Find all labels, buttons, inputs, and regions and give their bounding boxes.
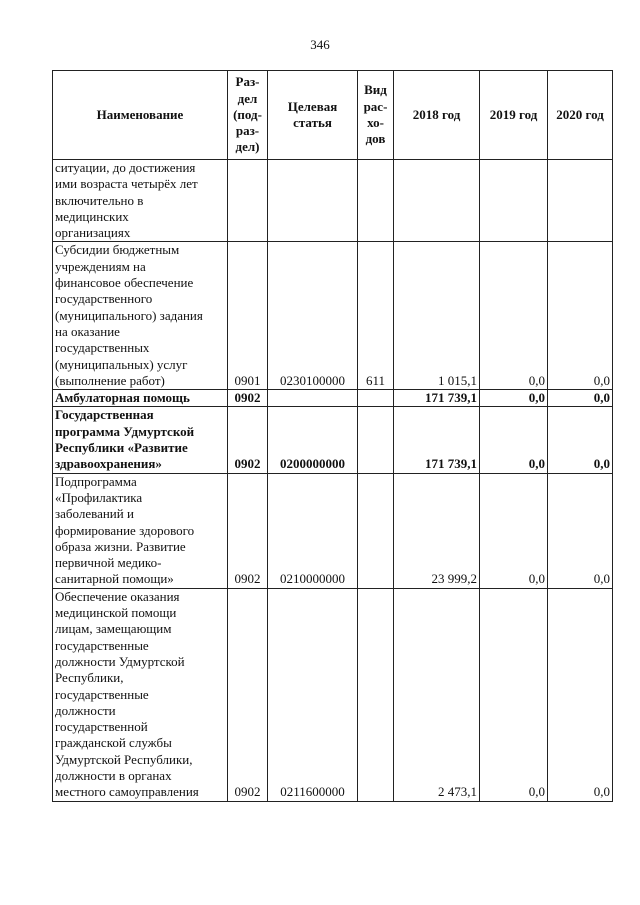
row-2019: [480, 160, 548, 242]
budget-table: [52, 70, 613, 802]
row-expense-type: [358, 588, 394, 801]
row-section: 0902: [228, 390, 268, 407]
page-number: 346: [310, 37, 330, 52]
row-target: 0211600000: [268, 588, 358, 801]
row-section: 0901: [228, 242, 268, 390]
header-name: Наименование: [53, 71, 228, 160]
row-2020: 0,0: [548, 242, 613, 390]
row-2020: 0,0: [548, 588, 613, 801]
row-2020: 0,0: [548, 390, 613, 407]
row-name: ситуации, до достижения ими возраста четырёх лет включительно в медицинских организациях: [53, 160, 228, 242]
row-2020: 0,0: [548, 473, 613, 588]
row-expense-type: [358, 390, 394, 407]
row-target: [268, 160, 358, 242]
table-row: [53, 390, 613, 407]
row-name: Обеспечение оказания медицинской помощи лицам, замещающим государственные должности Удмуртской Республики, государственные должности государственной гражданской службы Удмуртской Республики, должности в органах местного самоуправления: [53, 588, 228, 801]
table-row: [53, 473, 613, 588]
header-expense-type: Вид рас- хо- дов: [358, 71, 394, 160]
header-section: Раз- дел (под- раз- дел): [228, 71, 268, 160]
row-section: [228, 160, 268, 242]
table-row: [53, 242, 613, 390]
row-2020: [548, 160, 613, 242]
row-2019: 0,0: [480, 242, 548, 390]
row-2018: 23 999,2: [394, 473, 480, 588]
row-name: Амбулаторная помощь: [53, 390, 228, 407]
header-2020: 2020 год: [548, 71, 613, 160]
row-target: 0230100000: [268, 242, 358, 390]
row-target: [268, 390, 358, 407]
row-2018: 2 473,1: [394, 588, 480, 801]
row-2019: 0,0: [480, 588, 548, 801]
row-section: 0902: [228, 407, 268, 473]
header-2018: 2018 год: [394, 71, 480, 160]
row-name: Государственная программа Удмуртской Республики «Развитие здравоохранения»: [53, 407, 228, 473]
row-2019: 0,0: [480, 473, 548, 588]
table-row: [53, 588, 613, 801]
header-row: [53, 71, 613, 160]
row-2018: [394, 160, 480, 242]
row-target: 0210000000: [268, 473, 358, 588]
row-2018: 1 015,1: [394, 242, 480, 390]
row-section: 0902: [228, 473, 268, 588]
row-2018: 171 739,1: [394, 390, 480, 407]
row-2019: 0,0: [480, 390, 548, 407]
row-expense-type: [358, 473, 394, 588]
row-2020: 0,0: [548, 407, 613, 473]
row-2018: 171 739,1: [394, 407, 480, 473]
row-expense-type: [358, 160, 394, 242]
row-2019: 0,0: [480, 407, 548, 473]
table-row: [53, 407, 613, 473]
row-section: 0902: [228, 588, 268, 801]
row-target: 0200000000: [268, 407, 358, 473]
row-expense-type: 611: [358, 242, 394, 390]
header-target: Целевая статья: [268, 71, 358, 160]
row-expense-type: [358, 407, 394, 473]
header-2019: 2019 год: [480, 71, 548, 160]
row-name: Субсидии бюджетным учреждениям на финансовое обеспечение государственного (муниципального) задания на оказание государственных (муниципальных) услуг (выполнение работ): [53, 242, 228, 390]
table-row: [53, 160, 613, 242]
row-name: Подпрограмма «Профилактика заболеваний и формирование здорового образа жизни. Развитие первичной медико- санитарной помощи»: [53, 473, 228, 588]
